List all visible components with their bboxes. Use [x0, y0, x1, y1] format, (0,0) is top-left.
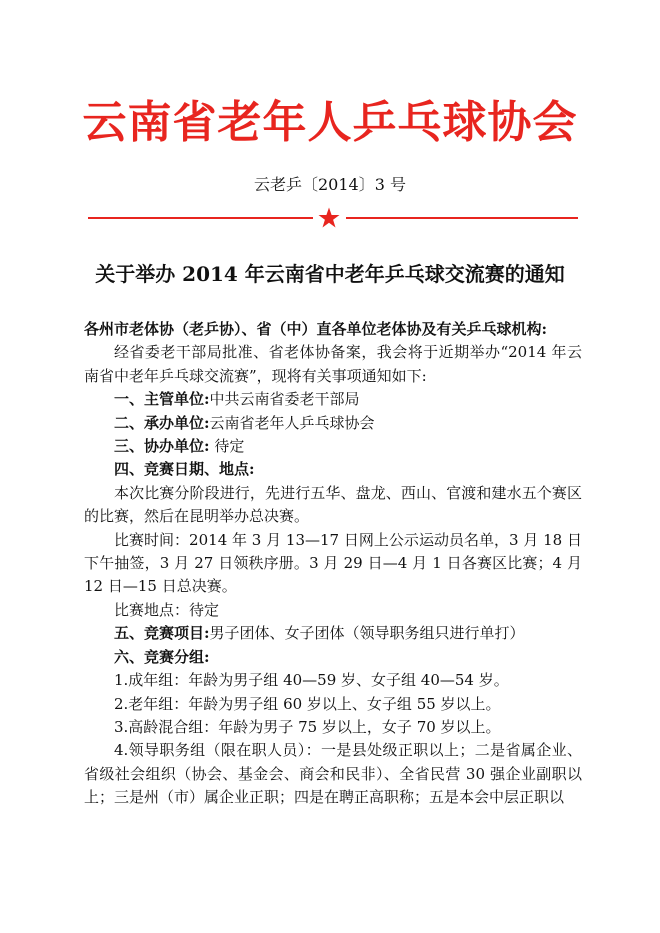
section-3-label: 三、协办单位: [114, 437, 210, 456]
section-3-value: 待定 [209, 437, 245, 456]
section-1-label: 一、主管单位: [114, 390, 210, 409]
section-2-value: 云南省老年人乒乓球协会 [209, 413, 375, 432]
salutation: 各州市老体协（老乒协）、省（中）直各单位老体协及有关乒乓球机构: [84, 320, 548, 338]
section-5 [84, 622, 582, 645]
divider-line-right [346, 217, 578, 219]
section-2 [84, 412, 582, 435]
section-1 [84, 388, 582, 411]
notice-title: 关于举办 2014 年云南省中老年乒乓球交流赛的通知 [95, 262, 565, 286]
section-4-label: 四、竞赛日期、地点: [114, 460, 255, 479]
header-divider [88, 206, 578, 230]
section-1-value: 中共云南省委老干部局 [209, 390, 360, 409]
section-5-value: 男子团体、女子团体（领导职务组只进行单打） [209, 624, 525, 643]
intro-paragraph: 经省委老干部局批准、省老体协备案，我会将于近期举办“2014 年云南省中老年乒乓球交流赛”，现将有关事项通知如下: [84, 343, 582, 385]
section-4-paragraph-3: 比赛地点：待定 [114, 600, 220, 619]
group-item: 4.领导职务组（限在职人员）：一是县处级正职以上；二是省属企业、省级社会组织（协会、基金会、商会和民非）、全省民营 30 强企业副职以上；三是州（市）属企业正职；四是在聘正高职称；五是本会中层正职以 [84, 741, 582, 807]
divider-line-left [88, 217, 313, 219]
group-item: 3.高龄混合组：年龄为男子 75 岁以上，女子 70 岁以上。 [114, 717, 501, 736]
organization-title: 云南省老年人乒乓球协会 [82, 97, 578, 148]
group-item: 2.老年组：年龄为男子组 60 岁以上、女子组 55 岁以上。 [114, 694, 501, 713]
notice-body [84, 318, 582, 810]
section-6-label: 六、竞赛分组: [114, 647, 210, 666]
section-4-paragraph-2: 比赛时间：2014 年 3 月 13—17 日网上公示运动员名单，3 月 18 日下午抽签，3 月 27 日领秩序册。3 月 29 日—4 月 1 日各赛区比赛；4 月 12 日—15 日总决赛。 [84, 530, 582, 596]
section-3 [84, 435, 582, 458]
section-2-label: 二、承办单位: [114, 413, 210, 432]
star-icon [317, 206, 341, 230]
section-4-paragraph-1: 本次比赛分阶段进行，先进行五华、盘龙、西山、官渡和建水五个赛区的比赛，然后在昆明举办总决赛。 [84, 483, 582, 526]
group-item: 1.成年组：年龄为男子组 40—59 岁、女子组 40—54 岁。 [114, 671, 509, 690]
document-number: 云老乒〔2014〕3 号 [254, 175, 406, 194]
section-5-label: 五、竞赛项目: [114, 624, 210, 643]
